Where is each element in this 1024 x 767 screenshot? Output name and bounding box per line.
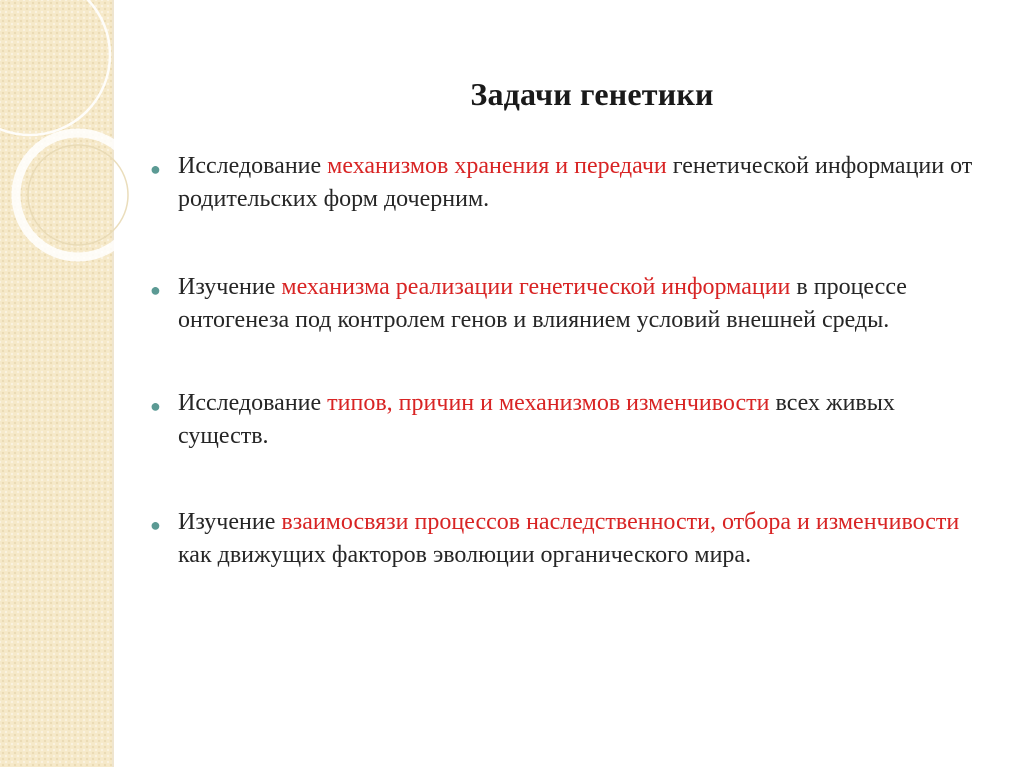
- round-bullet-icon: ●: [150, 280, 161, 300]
- round-bullet-icon: ●: [150, 396, 161, 416]
- bullet-text-highlight: механизма реализации генетической информации: [281, 274, 791, 300]
- bullet-list: [148, 150, 988, 572]
- round-bullet-icon: ●: [150, 159, 161, 179]
- bullet-text-pre: Изучение: [178, 274, 282, 300]
- bullet-text-post: в процессе онтогенеза под контролем генов и влиянием условий внешней среды.: [178, 274, 907, 333]
- bullet-text-pre: Изучение: [178, 509, 282, 535]
- bullet-text-highlight: типов, причин и механизмов изменчивости: [327, 390, 770, 416]
- round-bullet-icon: ●: [150, 515, 161, 535]
- concentric-rings-decoration: [0, 0, 160, 330]
- slide-title: Задачи генетики: [470, 76, 714, 112]
- bullet-item-realization: [148, 271, 988, 337]
- bullet-item-variability: [148, 387, 988, 453]
- bullet-item-evolution: [148, 506, 988, 572]
- bullet-text-highlight: механизмов хранения и передачи: [327, 153, 667, 179]
- bullet-text-post: как движущих факторов эволюции органического мира.: [178, 542, 752, 568]
- bullet-item-storage: [148, 150, 988, 216]
- bullet-text-highlight: взаимосвязи процессов наследственности, отбора и изменчивости: [281, 509, 960, 535]
- bullet-text-pre: Исследование: [178, 390, 328, 416]
- bullet-text-post: генетической информации от родительских форм дочерним.: [178, 153, 973, 212]
- bullet-text-post: всех живых существ.: [178, 390, 895, 449]
- bullet-text-pre: Исследование: [178, 153, 328, 179]
